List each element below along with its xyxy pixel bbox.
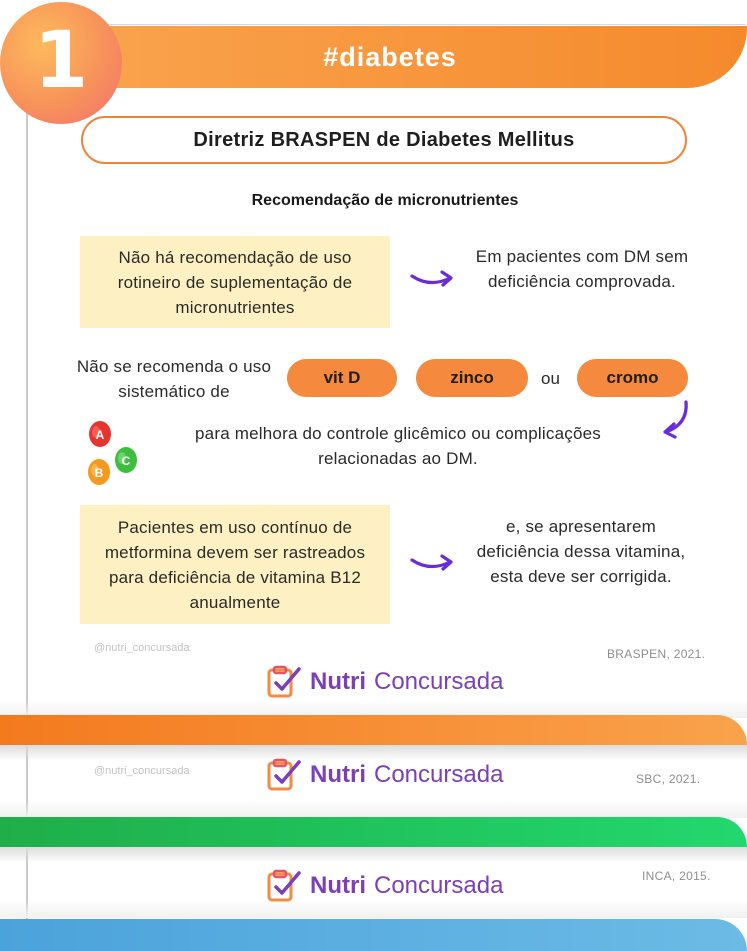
- clipboard-check-icon: [266, 758, 302, 792]
- logo-light-text: Concursada: [374, 761, 504, 788]
- fade-divider: [0, 900, 747, 918]
- vitamin-a-letter: A: [95, 428, 105, 442]
- watermark-handle: @nutri_concursada: [94, 765, 190, 777]
- number-badge: [0, 2, 122, 124]
- clipboard-check-icon: [266, 665, 302, 699]
- guideline-title: Diretriz BRASPEN de Diabetes Mellitus: [81, 116, 687, 164]
- logo-bold-text: Nutri: [310, 668, 366, 695]
- brand-logo: [266, 758, 503, 792]
- arrow-down-icon: [656, 398, 696, 440]
- metformin-text: Pacientes em uso contínuo de metformina devem ser rastreados para deficiência de vitamina B12 anualmente: [104, 517, 366, 612]
- nutrient-pill-vitd: vit D: [287, 359, 397, 397]
- orange-band: [0, 715, 747, 745]
- brand-logo: [266, 665, 503, 699]
- citation: BRASPEN, 2021.: [607, 647, 706, 661]
- section-title: Recomendação de micronutrientes: [251, 192, 519, 209]
- recommendation-box: [80, 236, 390, 328]
- badge-number: 1: [33, 16, 89, 106]
- condition-text: Em pacientes com DM sem deficiência comprovada.: [475, 247, 689, 291]
- shadow-divider: [0, 847, 747, 863]
- blue-band: [0, 919, 747, 951]
- green-band: [0, 817, 747, 847]
- hashtag-title: #diabetes: [323, 41, 457, 72]
- vitamin-pills-icon: [82, 418, 144, 490]
- vitamin-b-letter: B: [94, 466, 104, 480]
- vitamin-c-letter: C: [121, 454, 131, 468]
- not-recommended-text: Não se recomenda o uso sistemático de: [76, 357, 272, 401]
- logo-light-text: Concursada: [374, 872, 504, 899]
- metformin-box: [80, 505, 390, 624]
- purpose-text: para melhora do controle glicêmico ou complicações relacionadas ao DM.: [195, 424, 601, 468]
- brand-logo: [266, 869, 503, 903]
- nutrient-pill-chromium: cromo: [577, 359, 688, 397]
- recommendation-text: Não há recomendação de uso rotineiro de suplementação de micronutrientes: [117, 247, 353, 317]
- arrow-right-icon: [408, 266, 458, 292]
- connector-text: ou: [541, 369, 560, 388]
- fade-divider: [0, 800, 747, 818]
- arrow-right-icon: [408, 550, 458, 576]
- correction-text: e, se apresentarem deficiência dessa vitamina, esta deve ser corrigida.: [476, 517, 686, 586]
- watermark-handle: @nutri_concursada: [94, 642, 190, 654]
- clipboard-check-icon: [266, 869, 302, 903]
- logo-light-text: Concursada: [374, 668, 504, 695]
- logo-bold-text: Nutri: [310, 761, 366, 788]
- citation: INCA, 2015.: [642, 869, 711, 883]
- citation: SBC, 2021.: [636, 772, 701, 786]
- logo-bold-text: Nutri: [310, 872, 366, 899]
- nutrient-pill-zinc: zinco: [416, 359, 528, 397]
